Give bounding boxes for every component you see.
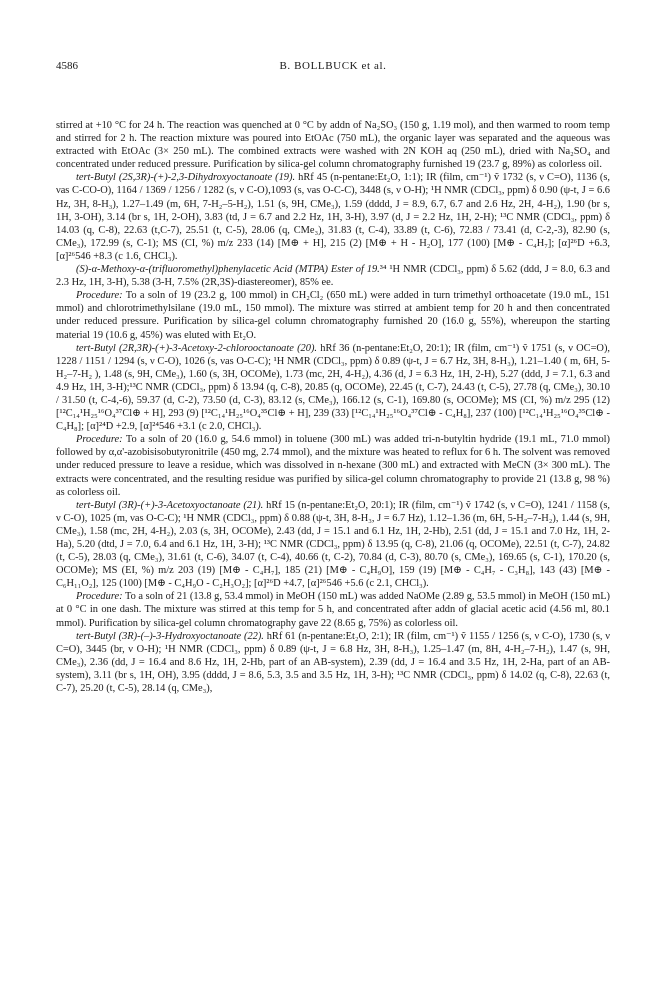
page-number: 4586 — [56, 60, 78, 72]
paragraph-compound-19: tert-Butyl (2S,3R)-(+)-2,3-Dihydroxyoctanoate (19). hRf 45 (n-pentane:Et₂O, 1:1); IR (film, cm⁻¹) ṽ 1732 (s, ν C=O), 1136 (s, νas C-CO-O), 1164 / 1369 / 1256 / 1282 (s, ν C-O),1093 (s, νas O-C-C), 3448 (s, ν O-H); ¹H NMR (CDCl₃, ppm) δ 0.90 (ψ-t, J = 6.6 Hz, 3H, 8-H₃), 1.27–1.49 (m, 6H, 7-H₂–5-H₂), 1.51 (s, 9H, CMe₃), 1.59 (dddd, J = 8.9, 6.7, 6.7 and 2.6 Hz, 2H, 4-H₂), 1.90 (br s, 1H, 3-OH), 3.14 (br s, 1H, 2-OH), 3.83 (td, J = 6.7 and 2.2 Hz, 1H, 3-H), 3.97 (d, J = 2.2 Hz, 1H, 2-H); ¹³C NMR (CDCl₃, ppm) δ 14.03 (q, C-8), 22.63 (t,C-7), 25.51 (t, C-5), 28.06 (q, CMe₃), 31.83 (t, C-4), 33.89 (t, C-6), 72.83 / 73.41 (d, C-2,-3), 82.90 (s, CMe₃), 172.99 (s, C-1); MS (CI, %) m/z 233 (14) [M⊕ + H], 215 (2) [M⊕ + H - H₂O], 177 (100) [M⊕ - C₄H₇]; [α]²⁶D +6.3, [α]²⁶546 +8.3 (c 1.6, CHCl₃). — [56, 172, 610, 262]
compound-heading: tert-Butyl (2R,3R)-(+)-3-Acetoxy-2-chlorooctanoate (20). — [76, 342, 318, 354]
compound-heading: tert-Butyl (3R)-(+)-3-Acetoxyoctanoate (21). — [76, 499, 264, 511]
journal-page — [56, 60, 610, 695]
running-title: B. BOLLBUCK et al. — [279, 60, 387, 72]
paragraph-compound-22: tert-Butyl (3R)-(–)-3-Hydroxyoctanoate (22). hRf 61 (n-pentane:Et₂O, 2:1); IR (film, cm⁻¹) ṽ 1155 / 1256 (s, ν C-O), 1730 (s, ν C=O), 3445 (br, ν O-H); ¹H NMR (CDCl₃, ppm) δ 0.89 (ψ-t, J = 6.8 Hz, 3H, 8-H₃), 1.25–1.47 (m, 8H, 4-H₂–7-H₂), 1.47 (s, 9H, CMe₃), 2.36 (dd, J = 16.4 and 8.6 Hz, 1H, 2-Hb, part of an AB-system), 2.39 (dd, J = 16.4 and 3.5 Hz, 1H, 2-Ha, part of an AB-system), 3.11 (br s, 1H, OH), 3.95 (dddd, J = 8.6, 5.3, 3.5 and 3.5 Hz, 1H, 3-H); ¹³C NMR (CDCl₃, ppm) δ 14.02 (q, C-8), 22.63 (t, C-7), 25.20 (t, C-5), 28.14 (q, CMe₃), — [56, 630, 611, 695]
paragraph-compound-21: tert-Butyl (3R)-(+)-3-Acetoxyoctanoate (21). hRf 15 (n-pentane:Et₂O, 20:1); IR (film, cm⁻¹) ṽ 1742 (s, ν C=O), 1241 / 1158 (s, ν C-O), 1025 (m, νas O-C-C); ¹H NMR (CDCl₃, ppm) δ 0.88 (ψ-t, 3H, 8-H₃, J = 6.7 Hz), 1.12–1.36 (m, 6H, 5-H₂–7-H₂), 1.44 (s, 9H, CMe₃), 1.58 (mc, 2H, 4-H₂), 2.03 (s, 3H, OCOMe), 2.43 (dd, J = 15.1 and 6.1 Hz, 1H, 2-Hb), 2.51 (dd, J = 15.1 and 7.0 Hz, 1H, 2-Ha), 5.20 (dtd, J = 7.0, 6.4 and 6.1 Hz, 1H, 3-H); ¹³C NMR (CDCl₃, ppm) δ 13.95 (q, C-8), 21.06 (q, OCOMe), 22.51 (t, C-7), 24.82 (t, C-5), 28.03 (q, CMe₃), 31.61 (t, C-6), 34.07 (t, C-4), 40.66 (t, C-2), 70.84 (d, C-3), 80.70 (s, CMe₃), 169.65 (s, C-1), 170.20 (s, OCOMe); MS (EI, %) m/z 203 (19) [M⊕ - C₄H₇], 185 (21) [M⊕ - C₄H₉O], 159 (19) [M⊕ - C₄H₇ - C₃H₈], 143 (43) [M⊕ - C₆H₁₁O₂], 125 (100) [M⊕ - C₄H₉O - C₂H₃O₂]; [α]²⁶D +4.7, [α]²⁶546 +5.6 (c 2.1, CHCl₃). — [56, 499, 610, 590]
compound-heading: tert-Butyl (3R)-(–)-3-Hydroxyoctanoate (22). — [76, 630, 264, 642]
paragraph-procedure-22: Procedure: To a soln of 21 (13.8 g, 53.4 mmol) in MeOH (150 mL) was added NaOMe (2.89 g, 53.5 mmol) in MeOH (150 mL) at 0 °C in one dash. The mixture was stirred at this temp for 5 h, and concentrated after addn of glacial acetic acid (4.56 ml, 80.1 mmol). Purification by silica-gel column chromatography gave 22 (8.65 g, 75%) as colorless oil. — [56, 591, 610, 629]
paragraph-compound-20: tert-Butyl (2R,3R)-(+)-3-Acetoxy-2-chlorooctanoate (20). hRf 36 (n-pentane:Et₂O, 20:1); IR (film, cm⁻¹) ṽ 1751 (s, ν OC=O), 1228 / 1151 / 1294 (s, ν C-O), 1026 (s, νas O-C-C); ¹H NMR (CDCl₃, ppm) δ 0.89 (ψ-t, J = 6.7 Hz, 3H, 8-H₃), 1.21–1.40 ( m, 6H, 5-H₂–7-H₂ ), 1.48 (s, 9H, CMe₃), 1.60 (s, 3H, OCOMe), 1.73 (mc, 2H, 4-H₂), 4.36 (d, J = 6.3 Hz, 1H, 2-H), 5.27 (ddd, J = 7.1, 6.3 and 4.9 Hz, 1H, 3-H);¹³C NMR (CDCl₃, ppm) δ 13.94 (q, C-8), 20.85 (q, OCOMe), 22.45 (t, C-7), 24.43 (t, C-5), 27.78 (q, CMe₃), 30.10 / 31.50 (t, C-4,-6), 59.37 (d, C-2), 73.50 (d, C-3), 83.12 (s, CMe₃), 166.12 (s, C-1), 169.80 (s, OCOMe); MS (CI, %) m/z 295 (12) [¹²C₁₄¹H₂₅¹⁶O₄³⁷Cl⊕ + H], 293 (9) [¹²C₁₄¹H₂₅¹⁶O₄³⁵Cl⊕ + H], 239 (33) [¹²C₁₄¹H₂₅¹⁶O₄³⁷Cl⊕ - C₄H₈], 237 (100) [¹²C₁₄¹H₂₅¹⁶O₄³⁵Cl⊕ - C₄H₈]; [α]²⁴D +2.9, [α]²⁴546 +3.1 (c 2.0, CHCl₃). — [56, 342, 610, 433]
paragraph-mtpa-ester: (S)-α-Methoxy-α-(trifluoromethyl)phenylacetic Acid (MTPA) Ester of 19.³⁴ ¹H NMR (CDCl₃, ppm) δ 5.62 (ddd, J = 8.0, 6.3 and 2.3 Hz, 1H, 3-H), 5.38 (3-H, 7.5% (2R,3S)-diastereomer), 85% ee. — [56, 264, 610, 289]
article-body — [56, 119, 610, 695]
paragraph-procedure-21: Procedure: To a soln of 20 (16.0 g, 54.6 mmol) in toluene (300 mL) was added tri-n-butyltin hydride (19.1 mL, 71.0 mmol) followed by α,α'-azobisisobutyronitrile (450 mg, 2.74 mmol), and the mixture was heated to reflux for 6 h. The solvent was removed under reduced pressure to leave a residue, which was dissolved in n-hexane (300 mL) and extracted with MeCN (3× 300 mL). The extracts were concentrated, and the resulting residue was purified by silica-gel column chromatography to provide 21 (13.8 g, 98 %) as colorless oil. — [56, 434, 610, 498]
procedure-label: Procedure: — [76, 591, 123, 603]
paragraph-intro-workup: stirred at +10 °C for 24 h. The reaction was quenched at 0 °C by addn of Na₂SO₃ (150 g, 1.19 mol), and then warmed to room temp and stirred for 2 h. The reaction mixture was poured into EtOAc (750 mL), the organic layer was separated and the aqueous was extracted with EtOAc (3× 250 mL). The combined extracts were washed with 2N KOH aq (250 mL), dried with Na₂SO₄ and concentrated under reduced pressure. Purification by silica-gel column chromatography furnished 19 (23.7 g, 89%) as colorless oil. — [56, 120, 610, 171]
compound-heading: tert-Butyl (2S,3R)-(+)-2,3-Dihydroxyoctanoate (19). — [76, 172, 296, 184]
paragraph-procedure-20: Procedure: To a soln of 19 (23.2 g, 100 mmol) in CH₂Cl₂ (650 mL) were added in turn trimethyl orthoacetate (19.0 mL, 151 mmol) and chlorotrimethylsilane (19.0 mL, 150 mmol). The mixture was stirred at ambient temp for 20 h and then concentrated under reduced pressure. Purification by silica-gel column chromatography furnished 20 (16.0 g, 55%), whereupon the starting material 19 (10.6 g, 45%) was eluted with Et₂O. — [56, 290, 610, 341]
procedure-label: Procedure: — [76, 434, 123, 446]
procedure-label: Procedure: — [76, 290, 123, 302]
compound-heading: (S)-α-Methoxy-α-(trifluoromethyl)phenylacetic Acid (MTPA) Ester of 19. — [76, 264, 380, 276]
page-header — [56, 60, 610, 76]
